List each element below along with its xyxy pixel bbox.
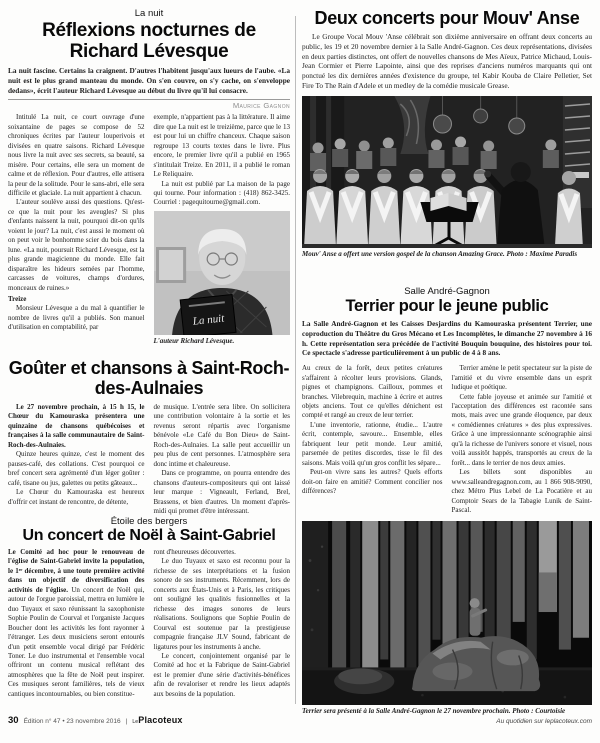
- lead-rule: [8, 99, 290, 100]
- body-columns: [8, 548, 290, 699]
- brand-name: Placoteux: [138, 715, 183, 725]
- article-lead: La Salle André-Gagnon et les Caisses Desjardins du Kamouraska présentent Terrier, une coproduction du Théâtre du Gros Mécano et Les Incomplètes, le dimanche 27 novembre à 16 h. Cette représentation sera précédée de l'activité Bouquin bouquine, des histoires pour toi. Ce spectacle s'adresse particulièrement à un public de 4 à 8 ans.: [302, 319, 592, 358]
- body-column-right: [452, 364, 593, 515]
- body-paragraph: Le duo Tuyaux et saxo est reconnu pour la richesse de ses interprétations et la fusion sonore de ses instruments. Récemment, lors de concerts aux États-Unis et à Paris, les critiques ont souligné les qualités fusionnelles et la richesse des images sonores de leurs réalisations. Soulignons que Sophie Poulin de Courval est soutenue par la prestigieuse compagnie française JLV Sound, fabricant de ligatures pour les instruments à anche.: [153, 557, 290, 651]
- body-paragraph: de musique. L'entrée sera libre. On sollicitera une contribution volontaire à la sortie et les revenus seront répartis avec l'organisme bénévole «Le Café du Bon Dieu» de Saint-Roch-des-Aulnaies. La salle peut accueillir un peu plus de cent personnes. L'atmosphère sera donc intime et chaleureuse.: [153, 403, 290, 468]
- body-paragraph: Intitulé La nuit, ce court ouvrage d'une soixantaine de pages se compose de 52 chroniques écrites par l'auteur louperivois et divisées en quatre saisons. Richard Lévesque nous livre la nuit avec ses secrets, sa beauté, sa misère. Pour certains, elle sera un moment de calme et de réflexion. Pour d'autres, elle attisera la peur de la solitude. Pour le sans-abri, elle sera difficile et glaciale. La nuit appartient à chacun.: [8, 113, 145, 198]
- byline: Maurice Gagnon: [232, 101, 290, 111]
- body-paragraph: Le concert, conjointement organisé par le Comité ad hoc et la Fabrique de Saint-Gabriel est le premier d'une série d'activités-bénéfices afin de revaloriser et rendre les lieux adaptés aux besoins de la population.: [153, 651, 290, 698]
- article-kicker: La nuit: [134, 8, 164, 19]
- photo-caption: L'auteur Richard Lévesque.: [153, 336, 235, 345]
- body-paragraph: exemple, n'appartient pas à la littérature. Il aime dire que La nuit est le treizième, parce que le 13 est pour lui un chiffre chanceux. Chaque saison regroupe 13 courts textes dans le livre. Plus encore, le premier livre qu'il a publié en 1965 s'intitulait Treize. En 2011, il a publié le roman Le Reliquaire.: [153, 113, 290, 179]
- article-lead: La nuit fascine. Certains la craignent. D'autres l'habitent jusqu'aux lueurs de l'aube. «La nuit est le plus grand manteau du monde. On s'en couvre, on s'y cache, on s'enveloppe dedans», écrit l'auteur Richard Lévesque au début du livre qu'il lui consacre.: [8, 66, 290, 95]
- footer: [8, 715, 592, 726]
- footer-left: [8, 715, 183, 726]
- body-column-right: [154, 113, 291, 345]
- footer-separator: |: [125, 718, 128, 725]
- body-paragraph: Quinze heures quinze, c'est le moment des pauses-café, des collations. C'est pourquoi ce bref concert sera agrémenté d'un léger goûter : café, tisane ou jus, galettes ou petits gâteaux...: [8, 450, 145, 487]
- article-headline: Terrier pour le jeune public: [345, 297, 549, 315]
- article-headline: Un concert de Noël à Saint-Gabriel: [22, 527, 276, 544]
- author-photo: [154, 211, 291, 335]
- intro-bold-text: Le Comité ad hoc pour le renouveau de l'église de Saint-Gabriel invite la population, le 1ᵉʳ décembre, à une toute première activité dans un objectif de diversification des activités de l'église.: [8, 548, 145, 594]
- photo-caption: Mouv' Anse a offert une version gospel de la chanson Amazing Grace. Photo : Maxime Paradis: [302, 249, 578, 258]
- subhead-treize: Treize: [8, 295, 27, 303]
- footer-tagline: Au quotidien sur leplacoteux.com: [496, 718, 592, 725]
- body-paragraph: Les billets sont disponibles au www.salleandregagnon.com, au 1 866 908-9090, chez Métro Plus Lebel de La Pocatière et au Comptoir Sears de la Tabagie Lunik de Saint-Pascal.: [451, 468, 592, 514]
- article-mouv: [302, 8, 592, 286]
- body-columns: [8, 403, 290, 516]
- body-paragraph: ront d'heureuses découvertes.: [153, 548, 236, 556]
- article-headline: Deux concerts pour Mouv' Anse: [314, 8, 580, 28]
- article-kicker: Étoile des bergers: [110, 516, 188, 527]
- body-paragraph: L'auteur soulève aussi des questions. Qu'est-ce que la nuit pour les aveugles? Si plus d'enfants naissent la nuit, pourquoi dit-on qu'ils voient le jour? La nuit, c'est aussi le moment où on peut voir le bonhomme scier du bois dans la lune. «La nuit, poursuit Richard Lévesque, est la plus grande magicienne du monde. Elle fait disparaître les hideurs semées par l'homme, carcasses de voitures, champs d'ordures, monceaux de ruines.»: [8, 198, 145, 292]
- brand: [132, 715, 182, 725]
- body-column-left: [8, 403, 145, 516]
- edition-info: Édition n° 47 • 23 novembre 2016: [23, 718, 121, 725]
- article-lead: Le Groupe Vocal Mouv 'Anse célébrait son dixième anniversaire en offrant deux concerts au public, les 19 et 20 novembre dernier à la Salle André-Gagnon. Ces deux représentations, divisées en deux parties distinctes, ont offert de nouvelles chansons de Mes Aïeux, Patrice Michaud, Louis-Jean Cormier et Pierre Lapointe, ainsi que des reprises d'anciens numéros marquants qui ont ponctué les dix dernières années d'existence du groupe, tel Kabir Kouba de Claire Pelletier, Set Fire To The Rain d'Adele et un medley de la comédie musicale Grease.: [302, 32, 592, 90]
- brand-prefix: Le: [132, 719, 139, 725]
- article-headline: Réflexions nocturnes de Richard Lévesque: [42, 20, 256, 62]
- intro-paragraph: [8, 548, 145, 699]
- body-paragraph: La nuit est publié par La maison de la page qui tourne. Pour information : (418) 862-3425. Courriel : pagequitourne@gmail.com.: [153, 179, 290, 207]
- body-paragraph: Terrier amène le petit spectateur sur la piste de l'amitié et du vivre ensemble dans un esprit ludique et poétique.: [451, 364, 592, 392]
- article-terrier: [302, 286, 592, 716]
- intro-paragraph: Le 27 novembre prochain, à 15 h 15, le Chœur du Kamouraska présentera une quinzaine de chansons québécoises et françaises à la salle communautaire de Saint-Roch-des-Aulnaies.: [8, 403, 145, 449]
- article-kicker: Salle André-Gagnon: [404, 286, 490, 297]
- left-section: [8, 8, 290, 699]
- body-columns: [302, 364, 592, 515]
- intro-rest-text: Un concert de Noël qui, autour de l'orgue paroissial, mettra en lumière le duo Tuyaux et saxo réunissant la saxophoniste Sophie Poulin de Courval et l'organiste Jacques Boucher dont les activités les font rayonner à l'étranger. Les deux musiciens seront entourés d'un petit ensemble vocal dirigé par Frédéric Toner. Le duo instrumental et l'ensemble vocal offriront un contenu musical reflétant des atmosphères que la fête de Noël peut inspirer. Ces musiques seront familières, tels de vieux cantiques incontournables, ou bien constitue-: [8, 585, 145, 698]
- body-column-left: [302, 364, 443, 515]
- right-section: [302, 8, 592, 716]
- article-gouter: [8, 358, 290, 516]
- body-column-right: [154, 403, 291, 516]
- stage-photo: [302, 521, 592, 705]
- body-paragraph: Cette fable joyeuse et animée sur l'amitié et l'acceptation des différences est racontée sans mots, mais avec une grande éloquence, par deux « comédiennes créatures » des plus expressives. Grâce à une impressionnante scénographie ainsi qu'à la richesse de l'univers sonore et visuel, nous voilà aussitôt happés, transportés au creux de la forêt... dans le terrier de nos deux amies.: [451, 392, 592, 467]
- body-paragraph: Le Chœur du Kamouraska est heureux d'offrir cet instant de rencontre, de détente,: [8, 488, 145, 506]
- body-paragraph: Au creux de la forêt, deux petites créatures s'affairent à récolter leurs provisions. Glands, pignes et champignons. Cailloux, pommes et branches. Vilebrequin, machine à écrire et autres objets anciens. Tout ce qu'elles dénichent est compté et rangé au creux de leur terrier.: [302, 364, 443, 420]
- body-column-right: [154, 548, 291, 699]
- body-paragraph: Monsieur Lévesque a du mal à quantifier le nombre de livres qu'il a publiés. Son manuel d'utilisation en comptabilité, par: [8, 304, 145, 332]
- body-paragraph: Peut-on vivre sans les autres? Quels efforts doit-on faire en amitié? Comment concilier nos différences?: [302, 468, 443, 496]
- book-cover-title: La nuit: [191, 312, 225, 328]
- body-column-left: [8, 113, 145, 345]
- page-number: 30: [8, 715, 19, 726]
- body-paragraph: Dans ce programme, on pourra entendre des chansons d'auteurs-compositeurs qui ont laissé leur marque : Vigneault, Ferland, Brel, Brassens, et bien d'autres. Un moment d'après-midi qui promet d'être intéressant.: [153, 469, 290, 515]
- article-headline: Goûter et chansons à Saint-Roch-des-Aulnaies: [8, 358, 290, 398]
- body-paragraph: L'une inventorie, rationne, étudie... L'autre écrit, contemple, savoure... Ensemble, elles fabriquent leur petit monde. Leur amitié, parsemée de petites discordes, tisse le fil des saisons. Mais voilà qu'un gros conflit les sépare...: [302, 420, 443, 467]
- photo-caption: Terrier sera présenté à la Salle André-Gagnon le 27 novembre prochain. Photo : Courtoisie: [302, 707, 566, 716]
- article-noel: [8, 516, 290, 699]
- article-nuit: [8, 8, 290, 358]
- body-columns: [8, 113, 290, 345]
- choir-photo: [302, 96, 592, 248]
- body-column-left: [8, 548, 145, 699]
- column-divider: [295, 16, 296, 704]
